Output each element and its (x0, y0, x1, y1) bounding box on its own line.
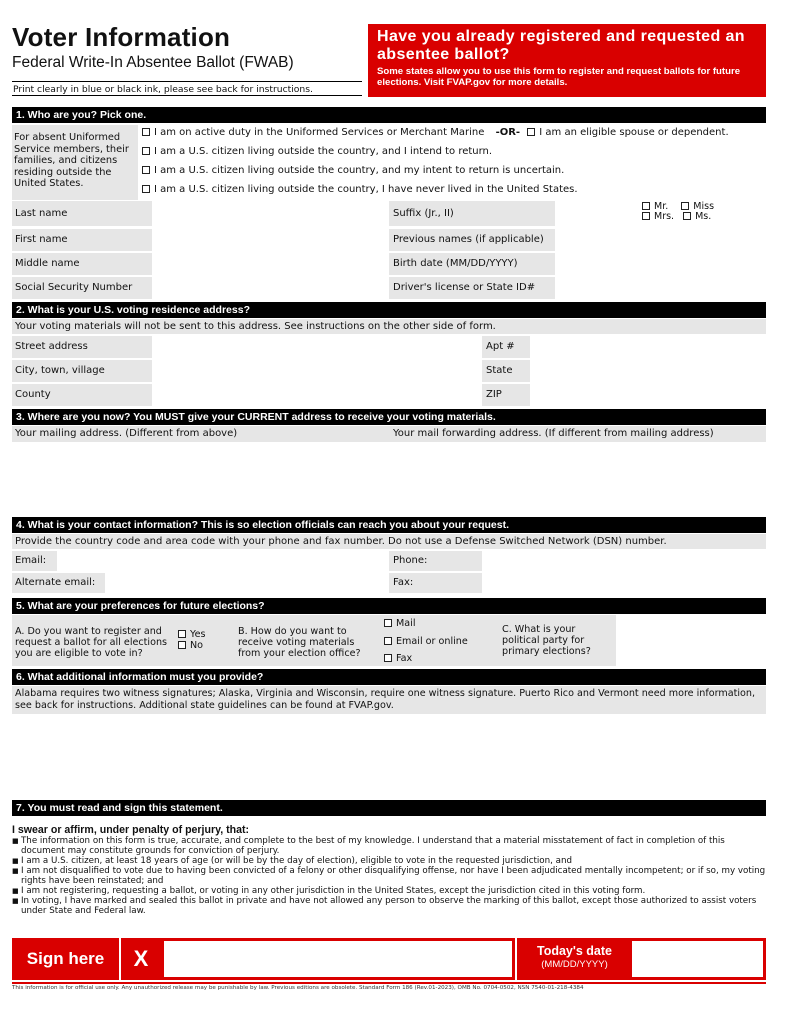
row-last-name (12, 201, 766, 226)
footer-notice: This information is for official use only. Any unauthorized release may be punishable by law. Previous editions are obsolete. Standard Form 186 (Rev.01-2023), OMB No. 0704-0502, NSN 7540-01-218-4384 (12, 985, 584, 991)
fax-option[interactable]: Fax (384, 653, 412, 665)
birth-date-input[interactable] (555, 253, 766, 275)
email-input[interactable] (57, 551, 389, 571)
yes-option[interactable]: Yes (178, 629, 206, 640)
todays-date-title: Today's date (537, 944, 612, 958)
row-middle-name (12, 253, 766, 275)
mrs-checkbox[interactable] (642, 212, 650, 220)
registration-callout (368, 24, 766, 97)
row-ssn (12, 277, 766, 299)
or-label: -OR- (495, 127, 521, 138)
email-label: Email: (15, 555, 47, 566)
section-1-heading: 1. Who are you? Pick one. (12, 107, 766, 123)
page-title: Voter Information (12, 22, 231, 52)
oath-bullet: ■ I am not registering, requesting a ballot, or voting in any other jurisdiction in the United States, except the jurisdiction cited in this voting form. (12, 886, 766, 896)
forwarding-address-label: Your mail forwarding address. (If different from mailing address) (393, 428, 714, 439)
section-2-heading: 2. What is your U.S. voting residence address? (12, 302, 766, 318)
sign-here-label: Sign here (12, 938, 119, 980)
signature-area (12, 936, 766, 982)
section-2-note-row (12, 319, 766, 334)
section-7-heading: 7. You must read and sign this statement. (12, 800, 766, 816)
no-option[interactable]: No (178, 640, 203, 651)
mrs-option[interactable]: Mrs. (642, 211, 674, 222)
option-intend-return[interactable]: I am a U.S. citizen living outside the country, and I intend to return. (142, 146, 492, 158)
no-checkbox[interactable] (178, 641, 186, 649)
license-label: Driver's license or State ID# (393, 282, 536, 293)
oath-bullet: ■ In voting, I have marked and sealed this ballot in private and have not allowed any person to observe the marking of this ballot, except those authorized to assist voters under State and Federal law. (12, 896, 766, 916)
date-format-hint: (MM/DD/YYYY) (541, 959, 608, 970)
fwab-form (12, 0, 766, 1024)
fax-input[interactable] (482, 573, 766, 593)
mailing-address-label: Your mailing address. (Different from above) (15, 428, 238, 439)
alt-email-label: Alternate email: (15, 577, 96, 588)
spouse-checkbox[interactable] (527, 128, 535, 136)
mr-option[interactable]: Mr. (642, 201, 668, 212)
oath-bullet: ■ I am a U.S. citizen, at least 18 years of age (or will be by the day of election), eligible to vote in the requested jurisdiction, and (12, 856, 766, 866)
last-name-label: Last name (15, 208, 68, 219)
question-c: C. What is your political party for primary elections? (502, 624, 591, 657)
state-input[interactable] (530, 360, 766, 382)
birth-date-label: Birth date (MM/DD/YYYY) (393, 258, 518, 269)
section-5-questions (12, 615, 766, 666)
section-6-text-row (12, 686, 766, 714)
header-left (12, 22, 362, 72)
first-name-input[interactable] (152, 229, 389, 251)
footer-divider (12, 982, 766, 984)
email-online-checkbox[interactable] (384, 637, 392, 645)
county-label: County (15, 389, 51, 400)
row-county (12, 384, 766, 406)
section-1-options (12, 125, 766, 200)
county-input[interactable] (152, 384, 482, 406)
first-name-label: First name (15, 234, 68, 245)
state-label: State (486, 365, 513, 376)
phone-input[interactable] (482, 551, 766, 571)
oath-heading: I swear or affirm, under penalty of perjury, that: (12, 824, 250, 836)
row-first-name (12, 229, 766, 251)
zip-input[interactable] (530, 384, 766, 406)
ms-checkbox[interactable] (683, 212, 691, 220)
middle-name-label: Middle name (15, 258, 80, 269)
date-input[interactable] (632, 938, 766, 980)
page-subtitle: Federal Write-In Absentee Ballot (FWAB) (12, 54, 294, 71)
intend-return-checkbox[interactable] (142, 147, 150, 155)
option-never-lived[interactable]: I am a U.S. citizen living outside the country, I have never lived in the United States. (142, 184, 578, 196)
alt-email-input[interactable] (105, 573, 389, 593)
oath-bullet: ■ The information on this form is true, accurate, and complete to the best of my knowledge. I understand that a material misstatement of fact in completion of this document may constitute grounds for conviction of perjury. (12, 836, 766, 856)
street-input[interactable] (152, 336, 482, 358)
callout-heading: Have you already registered and requested an absentee ballot? (377, 28, 745, 63)
apt-label: Apt # (486, 341, 515, 352)
street-label: Street address (15, 341, 88, 352)
never-lived-checkbox[interactable] (142, 185, 150, 193)
phone-label: Phone: (393, 555, 428, 566)
oath-bullet: ■ I am not disqualified to vote due to having been convicted of a felony or other disqualifying offense, nor have I been adjudicated mentally incompetent; or if so, my voting rights have been reinstated; and (12, 866, 766, 886)
active-duty-checkbox[interactable] (142, 128, 150, 136)
ssn-label: Social Security Number (15, 282, 133, 293)
mail-option[interactable]: Mail (384, 618, 416, 630)
mr-checkbox[interactable] (642, 202, 650, 210)
signature-x-mark: X (121, 938, 161, 980)
section-1-intro: For absent Uniformed Service members, their families, and citizens residing outside the United States. (14, 132, 129, 189)
print-note: Print clearly in blue or black ink, please see back for instructions. (12, 81, 362, 96)
section-3-heading: 3. Where are you now? You MUST give your CURRENT address to receive your voting materials. (12, 409, 766, 425)
party-input[interactable] (616, 615, 766, 666)
signature-input[interactable] (161, 938, 515, 980)
previous-names-input[interactable] (555, 229, 766, 251)
row-alt-email (12, 573, 766, 593)
section-3-labels (12, 426, 766, 442)
mail-checkbox[interactable] (384, 619, 392, 627)
question-a: A. Do you want to register and request a ballot for all elections you are eligible to vote in? (15, 626, 168, 659)
title-options (642, 202, 714, 222)
middle-name-input[interactable] (152, 253, 389, 275)
section-4-note-row (12, 534, 766, 549)
section-4-note: Provide the country code and area code with your phone and fax number. Do not use a Defense Switched Network (DSN) number. (15, 536, 667, 547)
uncertain-return-checkbox[interactable] (142, 166, 150, 174)
zip-label: ZIP (486, 389, 502, 400)
miss-checkbox[interactable] (681, 202, 689, 210)
section-6-heading: 6. What additional information must you provide? (12, 669, 766, 685)
section-4-heading: 4. What is your contact information? This is so election officials can reach you about your request. (12, 517, 766, 533)
city-label: City, town, village (15, 365, 105, 376)
last-name-input[interactable] (152, 201, 389, 226)
section-6-text: Alabama requires two witness signatures; Alaska, Virginia and Wisconsin, require one witness signature. Puerto Rico and Vermont need more information, see back for instructions. Additional state guidelines can be found at FVAP.gov. (15, 688, 756, 711)
option-active-duty[interactable]: I am on active duty in the Uniformed Services or Merchant Marine -OR- I am an eligible spouse or dependent. (142, 127, 729, 139)
row-street (12, 336, 766, 358)
todays-date-label (517, 938, 632, 980)
oath-statement (12, 824, 766, 916)
miss-option[interactable]: Miss (681, 201, 714, 212)
mailing-address-input[interactable] (12, 443, 388, 515)
question-b: B. How do you want to receive voting materials from your election office? (238, 626, 361, 659)
row-email (12, 551, 766, 571)
callout-text: Some states allow you to use this form to register and request ballots for future elections. Visit FVAP.gov for more details. (377, 66, 741, 88)
fax-label: Fax: (393, 577, 414, 588)
previous-names-label: Previous names (if applicable) (393, 234, 544, 245)
additional-info-input[interactable] (12, 715, 766, 797)
row-city (12, 360, 766, 382)
option-uncertain-return[interactable]: I am a U.S. citizen living outside the country, and my intent to return is uncertain. (142, 165, 564, 177)
apt-input[interactable] (530, 336, 766, 358)
forwarding-address-input[interactable] (390, 443, 766, 515)
section-5-heading: 5. What are your preferences for future elections? (12, 598, 766, 614)
email-online-option[interactable]: Email or online (384, 636, 468, 648)
city-input[interactable] (152, 360, 482, 382)
section-2-note: Your voting materials will not be sent to this address. See instructions on the other side of form. (15, 321, 496, 332)
license-input[interactable] (555, 277, 766, 299)
yes-checkbox[interactable] (178, 630, 186, 638)
ssn-input[interactable] (152, 277, 389, 299)
ms-option[interactable]: Ms. (683, 211, 711, 222)
fax-checkbox[interactable] (384, 654, 392, 662)
suffix-label: Suffix (Jr., II) (393, 208, 454, 219)
